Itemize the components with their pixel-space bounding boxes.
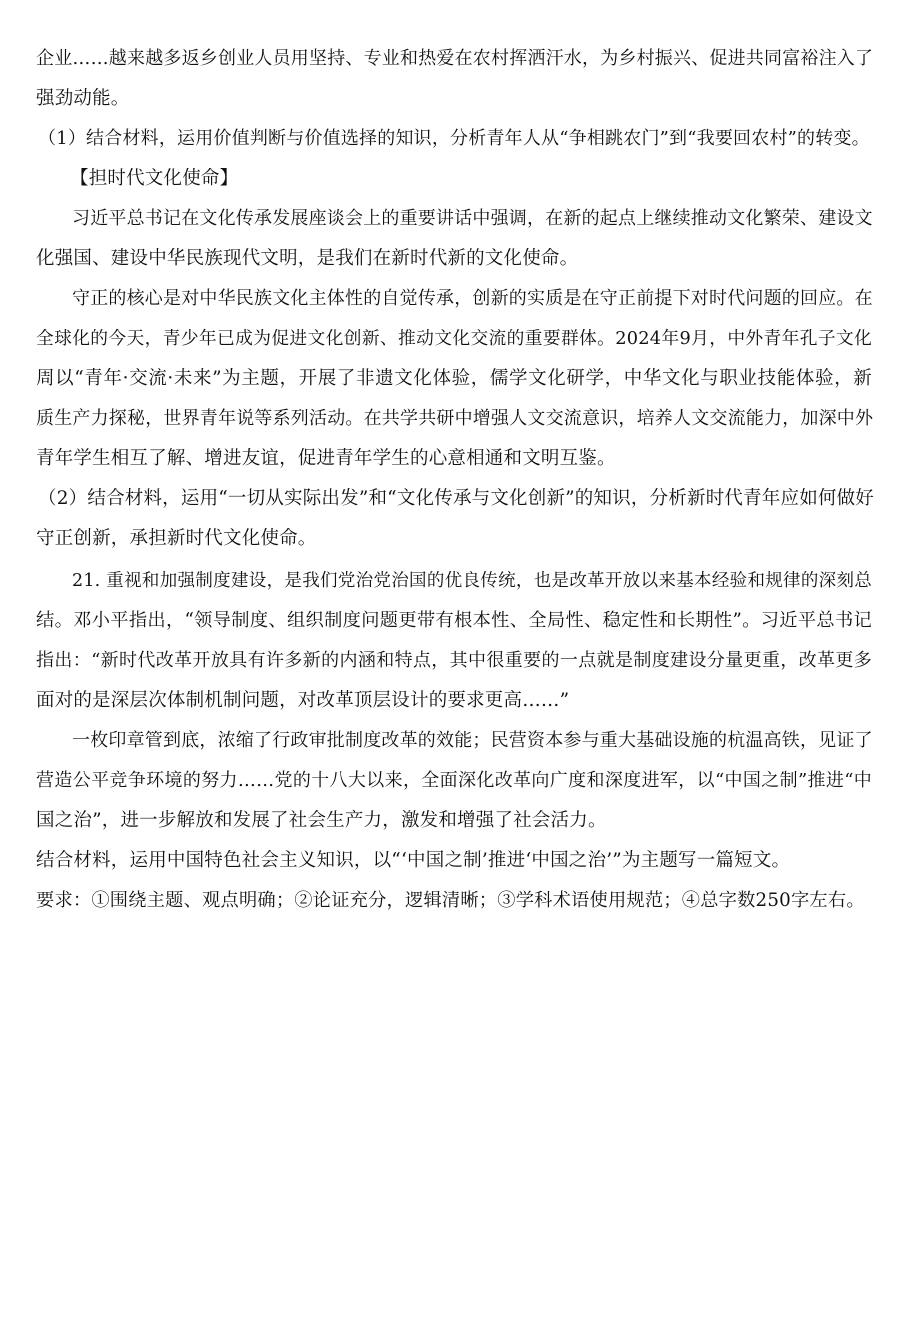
question-2-line-2: 守正创新，承担新时代文化使命。 bbox=[36, 528, 317, 549]
writing-requirements: 要求：①围绕主题、观点明确；②论证充分，逻辑清晰；③学科术语使用规范；④总字数250字左右。 bbox=[36, 890, 865, 911]
para-shouzheng-line-5: 青年学生相互了解、增进友谊，促进青年学生的心意相通和文明互鉴。 bbox=[36, 448, 616, 469]
q21-line-3: 指出：“新时代改革开放具有许多新的内涵和特点，其中很重要的一点就是制度建设分量更重，改革更多 bbox=[36, 650, 872, 671]
para-xi-line-2: 化强国、建设中华民族现代文明，是我们在新时代新的文化使命。 bbox=[36, 248, 579, 269]
para-shouzheng-line-2: 全球化的今天，青少年已成为促进文化创新、推动文化交流的重要群体。2024年9月，中外青年孔子文化 bbox=[36, 329, 872, 349]
para-shouzheng-line-1: 守正的核心是对中华民族文化主体性的自觉传承，创新的实质是在守正前提下对时代问题的回应。在 bbox=[72, 288, 873, 309]
para-xi-line-1: 习近平总书记在文化传承发展座谈会上的重要讲话中强调，在新的起点上继续推动文化繁荣、建设文 bbox=[72, 208, 873, 229]
q21-line-2: 结。邓小平指出，“领导制度、组织制度问题更带有根本性、全局性、稳定性和长期性”。习近平总书记 bbox=[36, 610, 872, 631]
question-1: （1）结合材料，运用价值判断与价值选择的知识，分析青年人从“争相跳农门”到“我要回农村”的转变。 bbox=[38, 128, 870, 149]
para-yinzhang-line-3: 国之治”，进一步解放和发展了社会生产力，激发和增强了社会活力。 bbox=[36, 810, 607, 831]
para-yinzhang-line-2: 营造公平竞争环境的努力……党的十八大以来，全面深化改革向广度和深度进军，以“中国之制”推进“中 bbox=[36, 770, 872, 791]
q21-line-1: 21. 重视和加强制度建设，是我们党治党治国的优良传统，也是改革开放以来基本经验和规律的深刻总 bbox=[72, 571, 872, 591]
para-yinzhang-line-1: 一枚印章管到底，浓缩了行政审批制度改革的效能；民营资本参与重大基础设施的杭温高铁，见证了 bbox=[72, 730, 873, 751]
continuation-line-1: 企业……越来越多返乡创业人员用坚持、专业和热爱在农村挥洒汗水，为乡村振兴、促进共同富裕注入了 bbox=[36, 48, 874, 69]
section-heading: 【担时代文化使命】 bbox=[70, 168, 239, 189]
question-2-line-1: （2）结合材料，运用“一切从实际出发”和“文化传承与文化创新”的知识，分析新时代青年应如何做好 bbox=[38, 488, 875, 509]
writing-task: 结合材料，运用中国特色社会主义知识，以“‘中国之制’推进‘中国之治’”为主题写一篇短文。 bbox=[36, 850, 791, 871]
q21-line-4: 面对的是深层次体制机制问题，对改革顶层设计的要求更高……” bbox=[36, 690, 570, 711]
continuation-line-2: 强劲动能。 bbox=[36, 88, 130, 109]
para-shouzheng-line-3: 周以“青年·交流·未来”为主题，开展了非遗文化体验，儒学文化研学，中华文化与职业技能体验，新 bbox=[36, 368, 872, 389]
para-shouzheng-line-4: 质生产力探秘，世界青年说等系列活动。在共学共研中增强人文交流意识，培养人文交流能力，加深中外 bbox=[36, 408, 874, 429]
